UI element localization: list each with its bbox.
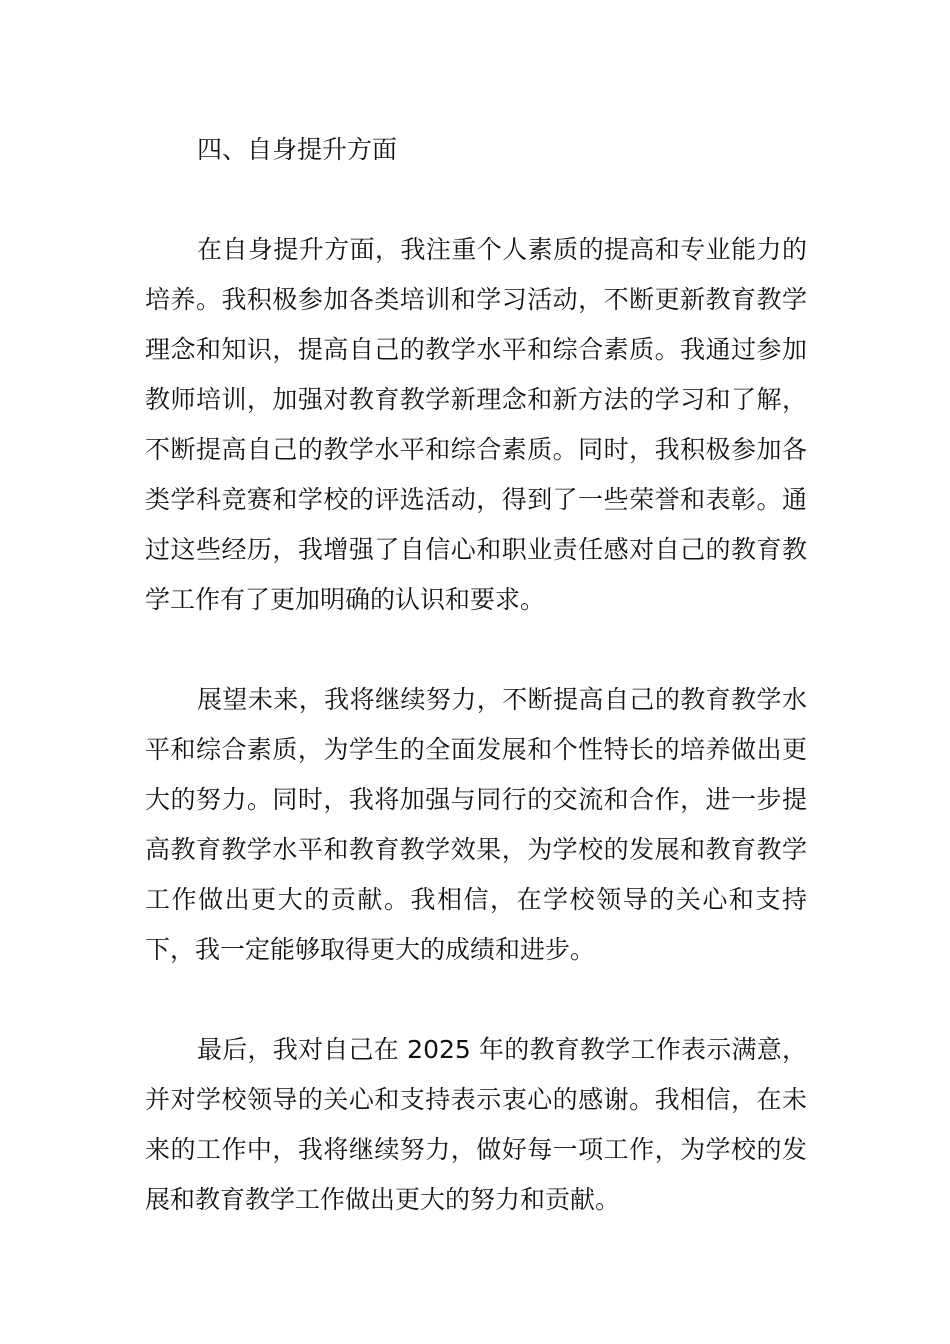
paragraph-outlook: 展望未来，我将继续努力，不断提高自己的教育教学水平和综合素质，为学生的全面发展和个性特长的培养做出更大的努力。同时，我将加强与同行的交流和合作，进一步提高教育教学水平和教育教学效果，为学校的发展和教育教学工作做出更大的贡献。我相信，在学校领导的关心和支持下，我一定能够取得更大的成绩和进步。 [145, 685, 807, 964]
section-heading: 四、自身提升方面 [197, 135, 398, 164]
paragraph-conclusion: 最后，我对自己在 2025 年的教育教学工作表示满意，并对学校领导的关心和支持表示衷心的感谢。我相信，在未来的工作中，我将继续努力，做好每一项工作，为学校的发展和教育教学工作做出更大的努力和贡献。 [145, 1035, 807, 1214]
paragraph-self-improvement: 在自身提升方面，我注重个人素质的提高和专业能力的培养。我积极参加各类培训和学习活动，不断更新教育教学理念和知识，提高自己的教学水平和综合素质。我通过参加教师培训，加强对教育教学新理念和新方法的学习和了解，不断提高自己的教学水平和综合素质。同时，我积极参加各类学科竞赛和学校的评选活动，得到了一些荣誉和表彰。通过这些经历，我增强了自信心和职业责任感对自己的教育教学工作有了更加明确的认识和要求。 [145, 235, 807, 614]
